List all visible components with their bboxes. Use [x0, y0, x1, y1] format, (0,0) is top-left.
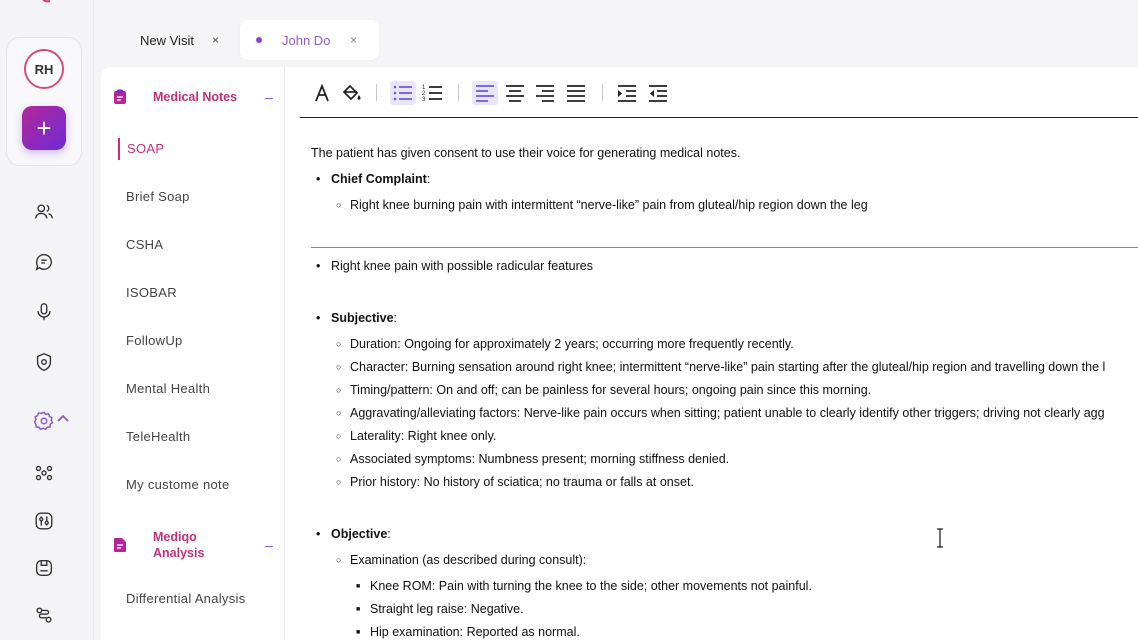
- list-item: ○ Laterality: Right knee only.: [336, 425, 496, 448]
- align-left-icon: [474, 83, 496, 103]
- add-visit-button[interactable]: +: [22, 106, 66, 150]
- chief-complaint-heading: Chief Complaint: [331, 172, 427, 186]
- svg-text:1: 1: [422, 85, 426, 91]
- chevron-up-icon[interactable]: [56, 412, 70, 426]
- indent-button[interactable]: [614, 81, 640, 105]
- logo-icon: [38, 0, 52, 4]
- close-icon[interactable]: ×: [212, 33, 220, 47]
- adjust-icon[interactable]: [31, 508, 57, 534]
- list-item: ○ Examination (as described during consult):: [336, 549, 586, 572]
- font-color-button[interactable]: [309, 81, 335, 105]
- sidebar-item-telehealth[interactable]: TeleHealth: [126, 429, 191, 444]
- icon-rail: [0, 0, 94, 640]
- font-icon: [311, 83, 333, 103]
- notes-sidebar: [101, 67, 285, 640]
- bullet-list-icon: [392, 83, 414, 103]
- section-label: Medical Notes: [153, 90, 238, 104]
- list-item: ○ Duration: Ongoing for approximately 2 years; occurring more frequently recently.: [336, 333, 794, 356]
- collapse-icon[interactable]: –: [265, 89, 273, 105]
- summary-text: Right knee pain with possible radicular features: [331, 259, 593, 273]
- align-center-button[interactable]: [502, 81, 528, 105]
- objective-heading: Objective: [331, 527, 388, 541]
- svg-text:2: 2: [422, 91, 426, 97]
- tab-new-visit[interactable]: [128, 20, 238, 60]
- paint-bucket-icon: [340, 83, 362, 103]
- user-card: [6, 37, 82, 166]
- toolbar-divider: [376, 84, 377, 101]
- section-mediqo-analysis[interactable]: [113, 529, 204, 561]
- justify-button[interactable]: [563, 81, 589, 105]
- tab-john-do[interactable]: [240, 20, 379, 60]
- list-item: ○ Associated symptoms: Numbness present; morning stiffness denied.: [336, 448, 729, 471]
- microphone-icon[interactable]: [31, 299, 57, 325]
- numbered-list-button[interactable]: [420, 81, 446, 105]
- sidebar-item-csha[interactable]: CSHA: [126, 237, 164, 252]
- text-cursor-icon: [935, 528, 945, 548]
- chief-complaint-text: Right knee burning pain with intermittent “nerve-like” pain from gluteal/hip region down the leg: [350, 198, 868, 212]
- list-item: [336, 194, 868, 217]
- avatar[interactable]: RH: [24, 49, 64, 89]
- tab-label: John Do: [282, 32, 331, 48]
- subjective-heading: Subjective: [331, 311, 394, 325]
- list-item: • Subjective:: [317, 307, 397, 330]
- consent-text: The patient has given consent to use their voice for generating medical notes.: [311, 146, 741, 160]
- workflow-icon[interactable]: [31, 602, 57, 628]
- note-editor[interactable]: [285, 67, 1138, 640]
- align-left-button[interactable]: [472, 81, 498, 105]
- sidebar-item-custom-note[interactable]: My custome note: [126, 477, 230, 492]
- bullet-list-button[interactable]: [390, 81, 416, 105]
- sidebar-item-differential-analysis[interactable]: Differential Analysis: [126, 591, 246, 606]
- section-label: Mediqo Analysis: [153, 530, 205, 560]
- fill-color-button[interactable]: [338, 81, 364, 105]
- settings-icon[interactable]: [31, 408, 57, 434]
- document-icon: [113, 537, 127, 553]
- sidebar-item-mental-health[interactable]: Mental Health: [126, 381, 211, 396]
- indent-icon: [616, 83, 638, 103]
- sidebar-item-followup[interactable]: FollowUp: [126, 333, 183, 348]
- save-icon[interactable]: [31, 555, 57, 581]
- section-medical-notes[interactable]: [113, 89, 237, 105]
- toolbar-divider: [458, 84, 459, 101]
- sidebar-item-isobar[interactable]: ISOBAR: [126, 285, 177, 300]
- chat-icon[interactable]: [31, 249, 57, 275]
- list-item: ■ Hip examination: Reported as normal.: [356, 621, 580, 640]
- clipboard-icon: [113, 89, 127, 105]
- svg-text:3: 3: [422, 97, 426, 103]
- list-item: ○ Aggravating/alleviating factors: Nerve-like pain occurs when sitting; patient unable to clearly identify other triggers; driving not clearly agg: [336, 402, 1105, 425]
- sidebar-item-soap[interactable]: SOAP: [118, 138, 164, 160]
- sidebar-item-brief-soap[interactable]: Brief Soap: [126, 189, 190, 204]
- tab-label: New Visit: [140, 32, 194, 48]
- list-item: ■ Knee ROM: Pain with turning the knee to the side; other movements not painful.: [356, 575, 812, 598]
- editor-toolbar: [300, 67, 1138, 118]
- align-right-icon: [534, 83, 556, 103]
- list-item: • Chief Complaint:: [317, 168, 430, 191]
- patients-icon[interactable]: [31, 199, 57, 225]
- align-center-icon: [504, 83, 526, 103]
- list-item: [317, 255, 593, 278]
- list-item: • Objective:: [317, 523, 391, 546]
- list-item: ○ Prior history: No history of sciatica; no trauma or falls at onset.: [336, 471, 694, 494]
- list-item: ■ Straight leg raise: Negative.: [356, 598, 524, 621]
- outdent-icon: [647, 83, 669, 103]
- team-icon[interactable]: [31, 460, 57, 486]
- justify-icon: [565, 83, 587, 103]
- close-icon[interactable]: ×: [350, 33, 358, 47]
- align-right-button[interactable]: [532, 81, 558, 105]
- shield-icon[interactable]: [31, 349, 57, 375]
- outdent-button[interactable]: [645, 81, 671, 105]
- toolbar-divider: [602, 84, 603, 101]
- divider: [311, 247, 1138, 248]
- list-item: ○ Timing/pattern: On and off; can be painless for several hours; ongoing pain since this morning.: [336, 379, 871, 402]
- numbered-list-icon: [422, 83, 444, 103]
- list-item: ○ Character: Burning sensation around right knee; intermittent “nerve-like” pain starting after the gluteal/hip region and travelling down the l: [336, 356, 1105, 379]
- note-document[interactable]: [311, 145, 1138, 640]
- active-dot-icon: [256, 37, 262, 43]
- collapse-icon[interactable]: –: [265, 537, 273, 553]
